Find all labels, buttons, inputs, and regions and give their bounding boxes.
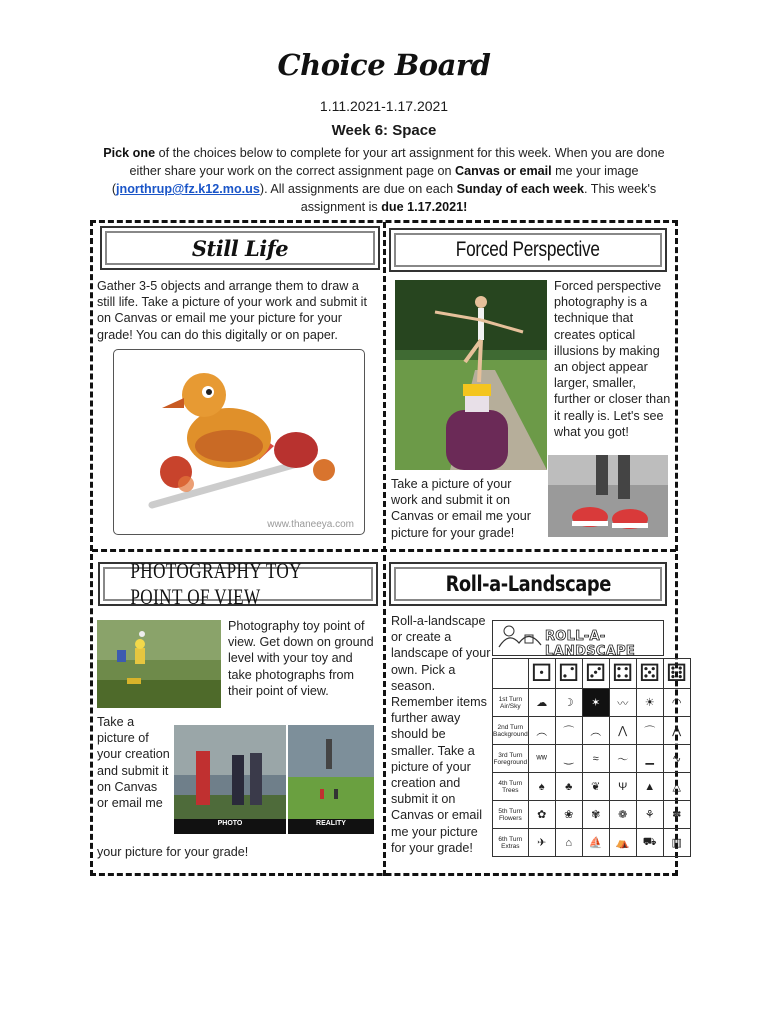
extras-cell: ⌂ — [555, 829, 582, 857]
grid-row-label: 1st Turn Air/Sky — [493, 689, 529, 717]
date-range: 1.11.2021-1.17.2021 — [319, 98, 449, 114]
toy-pov-description: Photography toy point of view. Get down on ground level with your toy and take photographs from their point of view. — [228, 619, 374, 698]
bottle-dancer-photo — [395, 280, 547, 470]
grid-row-extras — [493, 829, 691, 857]
background-cell: ⋀ — [663, 717, 690, 745]
grid-row-foreground — [493, 745, 691, 773]
sky-cell: ☽ — [555, 689, 582, 717]
background-cell: ︵ — [582, 717, 609, 745]
die-1: ⚀ — [528, 659, 555, 689]
roll-landscape-sheet-header — [492, 620, 664, 659]
sky-cell: ◠ — [663, 689, 690, 717]
page-title: Choice Board — [277, 48, 491, 82]
toy-pov-photo-left — [174, 725, 286, 834]
shoes-photo — [548, 455, 668, 537]
foreground-cell: ʷʷ — [528, 745, 555, 773]
tree-cell: Ψ — [609, 773, 636, 801]
toy-pov-lego-photo — [97, 620, 221, 708]
die-2: ⚁ — [555, 659, 582, 689]
background-cell: ︵ — [528, 717, 555, 745]
die-4: ⚃ — [609, 659, 636, 689]
flower-cell: ✾ — [582, 801, 609, 829]
sky-cell-night: ✶ — [582, 689, 609, 717]
sky-cell: ☀ — [636, 689, 663, 717]
extras-cell: ⛺ — [609, 829, 636, 857]
tree-cell: ♠ — [528, 773, 555, 801]
toy-reality-photo — [288, 725, 374, 834]
flower-cell: ❀ — [555, 801, 582, 829]
foreground-cell: ‿ — [555, 745, 582, 773]
forced-perspective-header — [389, 228, 667, 272]
background-cell: ⌒ — [636, 717, 663, 745]
grid-row-label: 6th Turn Extras — [493, 829, 529, 857]
still-life-image — [113, 349, 365, 535]
intro-text-1: of the choices below to complete for your art assignment for this week. When you are done either share your work on the correct assignment page on — [129, 146, 665, 178]
intro-text-2: me your image ( — [111, 164, 639, 196]
tree-cell: △ — [663, 773, 690, 801]
extras-cell: ⛵ — [582, 829, 609, 857]
foreground-cell: 〜 — [609, 745, 636, 773]
grid-row-label: 4th Turn Trees — [493, 773, 529, 801]
grid-row-label: 2nd Turn Background — [493, 717, 529, 745]
reality-caption: REALITY — [316, 820, 346, 827]
sky-cell: ☁ — [528, 689, 555, 717]
roll-landscape-header — [389, 562, 667, 606]
grid-row-sky — [493, 689, 691, 717]
board-horizontal-divider — [92, 549, 676, 552]
intro-paragraph — [86, 144, 682, 216]
tree-cell: ♣ — [555, 773, 582, 801]
foreground-cell: ∿ — [663, 745, 690, 773]
sky-cell: 〰 — [609, 689, 636, 717]
toy-pov-submit-text-end: your picture for your grade! — [97, 845, 249, 859]
intro-sunday: Sunday of each week — [456, 182, 584, 196]
flower-cell: ✿ — [528, 801, 555, 829]
grid-row-label: 5th Turn Flowers — [493, 801, 529, 829]
extras-cell: ▥ — [663, 829, 690, 857]
background-cell: ⌒ — [555, 717, 582, 745]
forced-perspective-submit-text: Take a picture of your work and submit it on Canvas or email me your picture for your grade! — [391, 477, 531, 540]
toy-pov-submit-text: Take a picture of your creation and submit it on Canvas or email me — [97, 715, 170, 811]
tree-cell: ▲ — [636, 773, 663, 801]
background-cell: ⋀ — [609, 717, 636, 745]
duck-still-life-illustration — [114, 350, 364, 534]
forced-perspective-title: Forced Perspective — [456, 238, 600, 261]
extras-cell: ⛟ — [636, 829, 663, 857]
toy-street-photo — [174, 725, 286, 834]
roll-landscape-sheet-title: ROLL-A-LANDSCAPE — [545, 629, 636, 659]
die-6: ⚅ — [663, 659, 690, 689]
grid-row-background — [493, 717, 691, 745]
intro-canvas-email: Canvas or email — [455, 164, 552, 178]
dice-corner-cell — [493, 659, 529, 689]
extras-cell: ✈ — [528, 829, 555, 857]
foreground-cell: ▁ — [636, 745, 663, 773]
toy-pov-title: PHOTOGRAPHY TOY POINT OF VIEW — [130, 558, 302, 609]
still-life-title: Still Life — [191, 235, 289, 261]
roll-landscape-description: Roll-a-landscape or create a landscape of your own. Pick a season. Remember items further away should be smaller. Take a picture of your creation and submit it on Canvas or email me your picture for your grade! — [391, 614, 491, 855]
die-5: ⚄ — [636, 659, 663, 689]
email-link[interactable]: jnorthrup@fz.k12.mo.us — [116, 182, 260, 196]
grid-row-trees — [493, 773, 691, 801]
week-heading: Week 6: Space — [331, 122, 437, 139]
roll-landscape-title: Roll-a-Landscape — [445, 572, 611, 596]
flower-cell: ⚘ — [636, 801, 663, 829]
grid-row-label: 3rd Turn Foreground — [493, 745, 529, 773]
foreground-cell: ≈ — [582, 745, 609, 773]
intro-pick-one: Pick one — [103, 146, 156, 160]
flower-cell: ✽ — [663, 801, 690, 829]
still-life-text: Gather 3-5 objects and arrange them to draw a still life. Take a picture of your work and submit it on Canvas or email me your picture for your grade! You can do this digitally or on paper. — [97, 279, 367, 342]
forced-perspective-photo — [395, 280, 547, 470]
dice-row — [493, 659, 691, 689]
intro-text-3: ). All assignments are due on each — [259, 182, 457, 196]
intro-due-date: due 1.17.2021! — [381, 200, 468, 214]
toy-pov-header — [98, 558, 378, 609]
flower-cell: ❁ — [609, 801, 636, 829]
photo-caption: PHOTO — [217, 820, 243, 827]
die-3: ⚂ — [582, 659, 609, 689]
still-life-watermark: www.thaneeya.com — [267, 519, 354, 530]
forced-perspective-description: Forced perspective photography is a technique that creates optical illusions by making an object appear larger, smaller, further or closer than it really is. Let's see what you got! — [554, 279, 671, 439]
roll-landscape-grid — [492, 658, 691, 857]
forced-perspective-shoes-photo — [548, 455, 668, 537]
tree-cell: ❦ — [582, 773, 609, 801]
still-life-header — [100, 226, 380, 270]
landscape-sketch-icon — [495, 621, 545, 655]
grid-row-flowers — [493, 801, 691, 829]
toy-pov-photo-right — [288, 725, 374, 834]
lego-toy-photo — [97, 620, 221, 708]
intro-text-4: . This week's assignment is — [300, 182, 657, 214]
